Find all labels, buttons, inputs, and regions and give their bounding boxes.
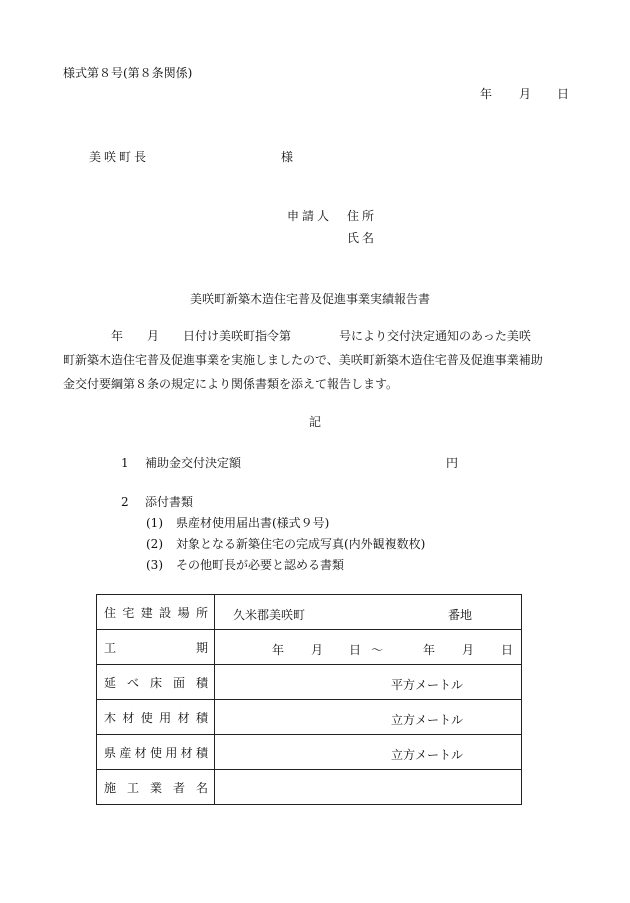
- attachment-number: (2): [146, 537, 163, 551]
- construction-info-table: [96, 594, 522, 805]
- period-end-month: 月: [462, 643, 475, 657]
- label-char: 木: [104, 710, 117, 725]
- row-label-cell: [97, 630, 215, 665]
- label-char: 県: [104, 745, 117, 760]
- period-start-day: 日: [349, 643, 362, 657]
- label-char: 積: [195, 745, 208, 760]
- value-cell: [215, 700, 522, 735]
- label-char: 設: [159, 605, 172, 620]
- period-separator: 〜: [371, 643, 384, 657]
- label-char: 所: [195, 605, 208, 620]
- period-end-year: 年: [423, 643, 436, 657]
- attachment-text: 県産材使用届出書(様式９号): [176, 516, 330, 530]
- row-label-cell: [97, 735, 215, 770]
- value-cell: [215, 735, 522, 770]
- label-char: 産: [119, 745, 132, 760]
- row-label: [97, 709, 214, 726]
- row-label: [97, 604, 214, 621]
- period-end-day: 日: [501, 643, 514, 657]
- applicant-address-label: 住所: [347, 209, 378, 223]
- item1-label: 補助金交付決定額: [145, 456, 242, 470]
- body-line: 年 月 日付け美咲町指令第 号により交付決定通知のあった美咲: [63, 329, 531, 343]
- label-char: 建: [140, 605, 153, 620]
- table-row: [97, 700, 522, 735]
- label-char: 者: [172, 780, 185, 795]
- label-char: 材: [134, 745, 147, 760]
- table-row: [97, 735, 522, 770]
- value-cell: [215, 770, 522, 805]
- attachment-number: (1): [146, 516, 163, 530]
- row-label: [97, 779, 214, 796]
- label-char: 名: [195, 780, 208, 795]
- label-char: 用: [159, 710, 172, 725]
- addressee-honorific: 様: [281, 150, 294, 164]
- table-row: [97, 595, 522, 630]
- label-char: 積: [195, 675, 208, 690]
- label-char: 積: [195, 710, 208, 725]
- label-char: 工: [104, 640, 117, 655]
- row-label-cell: [97, 595, 215, 630]
- row-label: [97, 674, 214, 691]
- item1-number: 1: [121, 456, 129, 470]
- item2-label: 添付書類: [145, 495, 194, 509]
- label-char: 施: [104, 780, 117, 795]
- row-label-cell: [97, 665, 215, 700]
- location-suffix: 番地: [448, 608, 473, 622]
- period-start-year: 年: [272, 643, 285, 657]
- label-char: 面: [172, 675, 185, 690]
- location-value: 久米郡美咲町: [233, 608, 306, 622]
- label-char: 使: [140, 710, 153, 725]
- date-month-label: 月: [519, 87, 532, 101]
- label-char: 材: [122, 710, 135, 725]
- label-char: 業: [149, 780, 162, 795]
- body-paragraph: [63, 324, 568, 396]
- row-label-cell: [97, 770, 215, 805]
- floor-area-unit: 平方メートル: [391, 678, 464, 692]
- table-row: [97, 630, 522, 665]
- item1-unit: 円: [446, 456, 459, 470]
- period-start-month: 月: [311, 643, 324, 657]
- label-char: 工: [126, 780, 139, 795]
- label-char: 用: [165, 745, 178, 760]
- form-number: 様式第８号(第８条関係): [63, 66, 193, 80]
- row-label: [97, 639, 214, 656]
- attachment-number: (3): [146, 558, 163, 572]
- label-char: 期: [195, 640, 208, 655]
- attachment-text: 対象となる新築住宅の完成写真(内外観複数枚): [176, 537, 426, 551]
- item2-number: 2: [121, 495, 129, 509]
- table-row: [97, 770, 522, 805]
- row-label-cell: [97, 700, 215, 735]
- row-label: [97, 744, 214, 761]
- attachment-text: その他町長が必要と認める書類: [176, 558, 345, 572]
- label-char: 材: [177, 710, 190, 725]
- wood-volume-unit: 立方メートル: [391, 713, 464, 727]
- prefectural-wood-volume-unit: 立方メートル: [391, 748, 464, 762]
- table-row: [97, 665, 522, 700]
- value-cell: [215, 595, 522, 630]
- value-cell: [215, 630, 522, 665]
- label-char: 宅: [122, 605, 135, 620]
- label-char: 住: [104, 605, 117, 620]
- label-char: 場: [177, 605, 190, 620]
- date-day-label: 日: [557, 87, 570, 101]
- label-char: 材: [180, 745, 193, 760]
- applicant-name-label: 氏名: [347, 231, 378, 245]
- addressee-name: 美咲町長: [89, 150, 150, 164]
- date-year-label: 年: [480, 87, 493, 101]
- label-char: 使: [149, 745, 162, 760]
- label-char: 延: [104, 675, 117, 690]
- label-char: べ: [126, 675, 139, 690]
- ki-label: 記: [309, 415, 322, 429]
- body-line: 金交付要綱第８条の規定により関係書類を添えて報告します。: [63, 377, 399, 391]
- document-title: 美咲町新築木造住宅普及促進事業実績報告書: [190, 292, 431, 306]
- label-char: 床: [149, 675, 162, 690]
- body-line: 町新築木造住宅普及促進事業を実施しましたので、美咲町新築木造住宅普及促進事業補助: [63, 353, 543, 367]
- value-cell: [215, 665, 522, 700]
- applicant-label: 申請人: [287, 209, 333, 223]
